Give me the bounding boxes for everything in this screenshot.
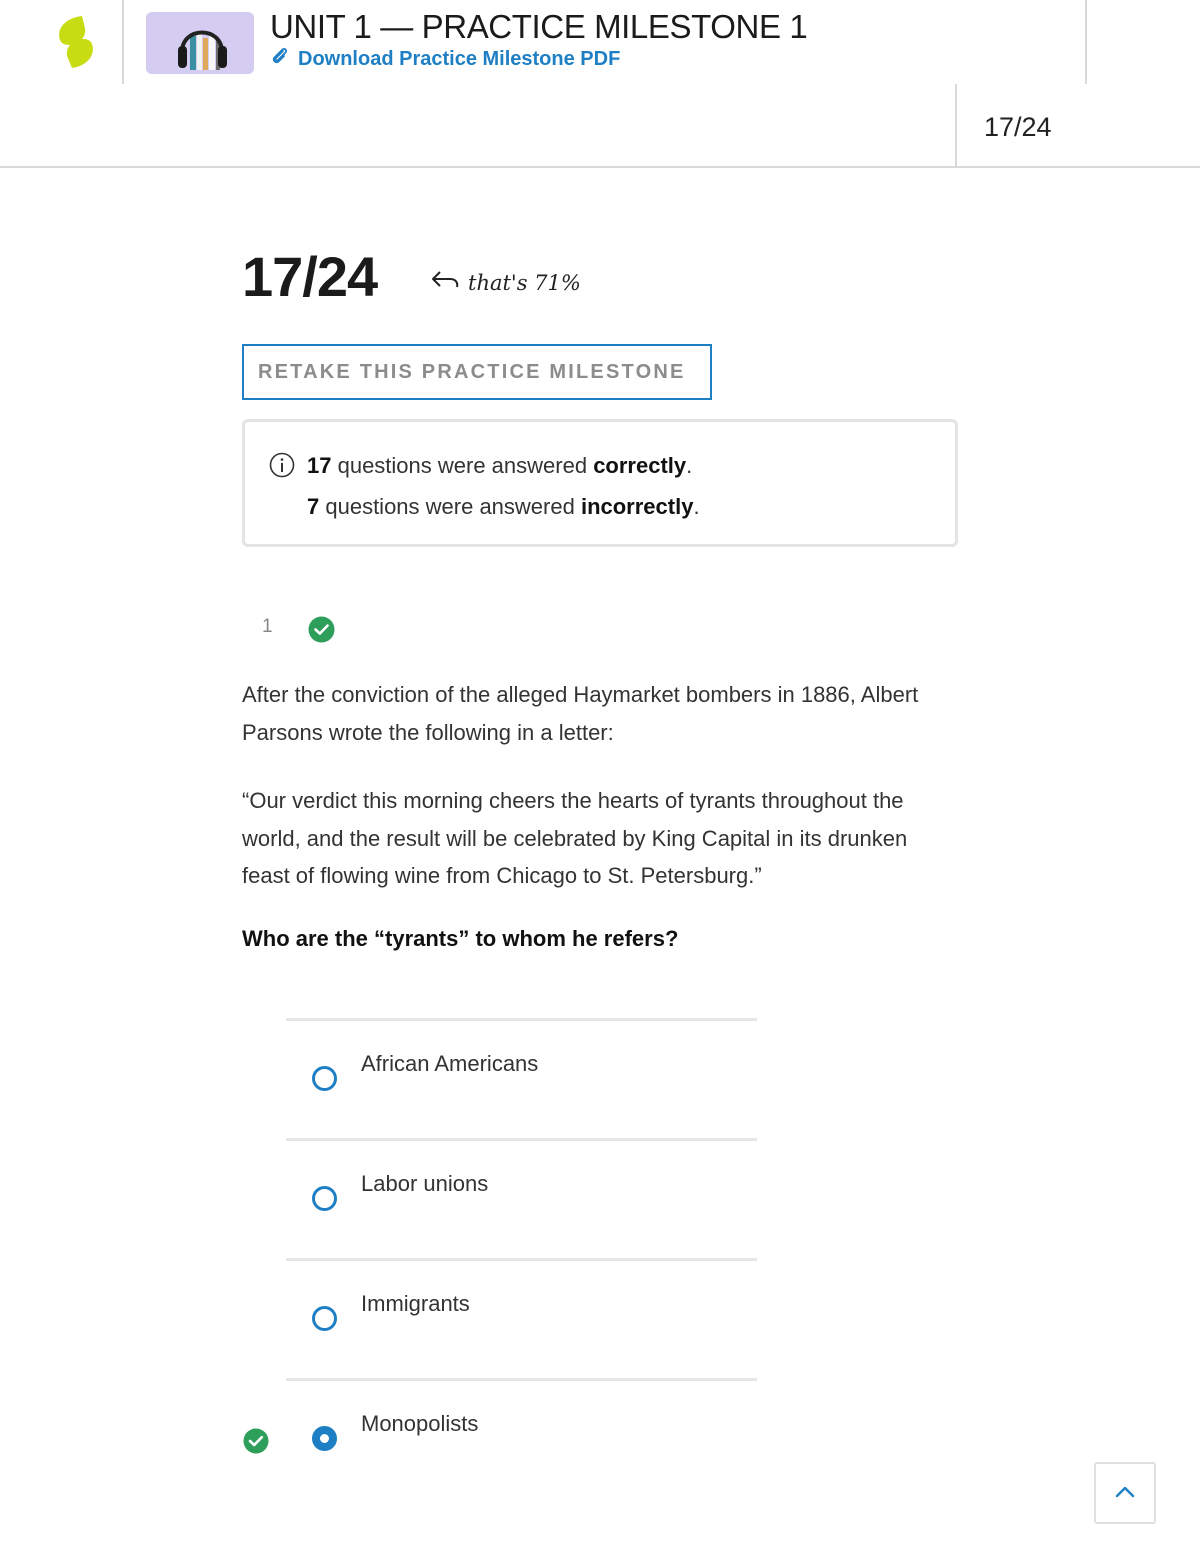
retake-button[interactable]: RETAKE THIS PRACTICE MILESTONE [242,344,712,400]
answer-options [286,1018,757,1498]
correct-answer-check-icon [243,1428,269,1454]
download-pdf-link[interactable] [270,46,620,72]
answer-option[interactable] [286,1258,757,1378]
chevron-up-icon [1114,1485,1136,1502]
header-divider-left [122,0,124,84]
curved-arrow-icon [430,268,462,297]
percent-note [430,268,581,297]
correct-period: . [686,453,693,478]
question-number: 1 [262,616,273,637]
correct-summary-text: questions were answered [331,453,594,478]
scroll-to-top-button[interactable] [1094,1462,1156,1524]
answer-label: African Americans [361,1051,539,1076]
radio-button[interactable] [312,1306,337,1331]
course-thumbnail [146,12,254,74]
correct-check-icon [308,616,335,643]
answer-option[interactable] [286,1138,757,1258]
incorrect-summary-text: questions were answered [319,494,581,519]
answer-label: Labor unions [361,1171,489,1196]
header-bottom-rule [0,166,1200,168]
radio-button-selected[interactable] [312,1426,337,1451]
question-prompt: Who are the “tyrants” to whom he refers? [242,926,679,951]
answer-option-selected[interactable] [286,1378,757,1498]
question-context: After the conviction of the alleged Haymarket bombers in 1886, Albert Parsons wrote the following in a letter: [242,682,919,745]
answer-option[interactable] [286,1018,757,1138]
header-divider-right [1085,0,1087,84]
incorrect-count: 7 [307,494,320,519]
correct-word: correctly [593,453,687,478]
percent-note-text: that's 71% [468,270,581,295]
score-panel-divider [955,84,957,168]
correct-summary-line [307,453,692,479]
info-icon [269,452,295,478]
sophia-logo-icon[interactable] [52,14,100,70]
header-score: 17/24 [984,112,1052,142]
question-quote: “Our verdict this morning cheers the hearts of tyrants throughout the world, and the result will be celebrated by King Capital in its drunken feast of flowing wine from Chicago to St. Petersburg.” [242,788,908,888]
page-title: UNIT 1 — PRACTICE MILESTONE 1 [270,8,808,45]
download-pdf-label: Download Practice Milestone PDF [298,47,621,70]
radio-button[interactable] [312,1186,337,1211]
answer-label: Monopolists [361,1411,479,1436]
results-summary [242,419,958,547]
radio-button[interactable] [312,1066,337,1091]
answer-label: Immigrants [361,1291,470,1316]
score-display: 17/24 [242,245,378,308]
incorrect-period: . [693,494,700,519]
incorrect-word: incorrectly [580,494,694,519]
paperclip-icon [270,46,290,72]
correct-count: 17 [307,453,332,478]
incorrect-summary-line [307,494,700,520]
